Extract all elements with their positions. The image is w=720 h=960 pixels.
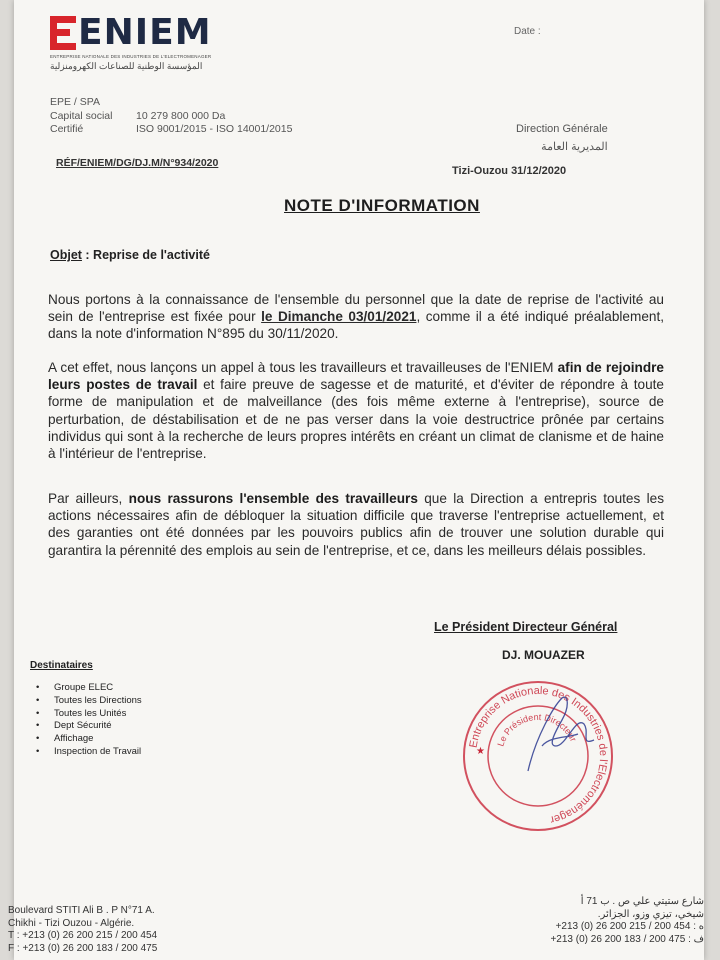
date-label: Date : [514, 26, 541, 37]
footer-address [8, 905, 157, 955]
footer-ar-line-2: شيخي، تيزي وزو، الجزائر. [597, 908, 704, 920]
logo-subtitle: ENTREPRISE NATIONALE DES INDUSTRIES DE L'ELECTROMENAGER [50, 54, 212, 59]
paragraph-2-emphasis: afin de rejoindre leurs postes de travail [48, 360, 664, 393]
footer-address-line-2: Chikhi - Tizi Ouzou - Algérie. [8, 917, 135, 929]
logo-arabic: المؤسسة الوطنية للصناعات الكهرومنزلية [50, 61, 203, 71]
company-logo [50, 12, 212, 72]
capital-label: Capital social [50, 109, 113, 122]
recipient-item: • Toutes les Unités [36, 707, 127, 719]
company-info [50, 96, 292, 137]
paragraph-1 [48, 291, 664, 343]
signatory-title: Le Président Directeur Général [434, 620, 618, 634]
paragraph-1-text: Nous portons à la connaissance de l'ensemble du personnel que la date de reprise de l'activité au sein de l'entreprise est fixée pour [48, 292, 664, 325]
recipient-item: • Inspection de Travail [36, 745, 142, 757]
paragraph-3-text: Par ailleurs, [48, 491, 129, 506]
recipient-item: • Groupe ELEC [36, 682, 114, 693]
place-date: Tizi-Ouzou 31/12/2020 [452, 165, 567, 177]
stamp-star: ★ [476, 746, 485, 757]
signatory-name: DJ. MOUAZER [502, 648, 585, 662]
stamp-outer-text: Entreprise Nationale des Industries de l'Electroménager [467, 684, 610, 826]
logo-text: ENIEM [78, 12, 212, 53]
subject-line [50, 248, 210, 262]
subject-text: : Reprise de l'activité [81, 248, 210, 262]
direction-label: Direction Générale [516, 123, 608, 135]
footer-ar-line-1: شارع ستيتي علي ص . ب 71 أ [580, 896, 704, 907]
paragraph-3-emphasis: nous rassurons l'ensemble des travailleurs [128, 491, 418, 506]
stamp-inner-text: Le Président Directeur [495, 711, 579, 748]
capital-value: 10 279 800 000 Da [136, 109, 226, 122]
footer-address-arabic [524, 896, 704, 946]
paragraph-3 [48, 490, 664, 559]
recipients-list [30, 682, 142, 759]
direction-block [516, 120, 608, 156]
footer-phone: T : +213 (0) 26 200 215 / 200 454 [8, 930, 158, 941]
paragraph-3-tail: que la Direction a entrepris toutes les actions nécessaires afin de débloquer la situation difficile que traverse l'entreprise actuellement, et des garanties ont été données par les pouvoirs publics afin de trouver une solution durable qui garantira la pérennité des emplois au sein de l'entreprise, et ce, dans les meilleurs délais possibles. [48, 491, 664, 558]
recipient-item: • Dept Sécurité [36, 720, 112, 732]
footer-fax: F : +213 (0) 26 200 183 / 200 475 [8, 942, 158, 954]
direction-arabic: المديرية العامة [541, 141, 608, 153]
recipient-item: • Affichage [36, 733, 94, 745]
official-stamp [458, 676, 618, 836]
paragraph-2 [48, 359, 664, 462]
paragraph-2-text: A cet effet, nous lançons un appel à tous les travailleurs et travailleuses de l'ENIEM [48, 360, 558, 375]
footer-ar-fax: +213 (0) 26 200 183 / 200 475 : ف [550, 933, 704, 945]
stamp-outer-ring [464, 682, 612, 830]
certified-label: Certifié [50, 123, 84, 135]
paragraph-2-tail: et faire preuve de sagesse et de maturité, et d'éviter de répondre à toute forme de manipulation et de malveillance (des fois même externe à l'entreprise), source de perturbation, de déstabilisation et de ne pas verser dans la voie destructrice prônée par certains individus qui sont à la recherche de leurs propres intérêts en créant un climat de clanisme et de haine à l'intérieur de l'entreprise. [48, 377, 664, 462]
certified-value: ISO 9001/2015 - ISO 14001/2015 [136, 123, 293, 135]
recipient-item: • Toutes les Directions [36, 694, 142, 706]
footer-address-line-1: Boulevard STITI Ali B . P N°71 A. [8, 905, 155, 916]
paragraph-1-tail: , comme il a été indiqué préalablement, dans la note d'information N°895 du 30/11/2020. [48, 309, 664, 342]
document-title: NOTE D'INFORMATION [284, 196, 480, 215]
logo-e-mark [50, 16, 76, 50]
document-page [8, 0, 704, 960]
recipients-heading: Destinataires [30, 660, 93, 671]
legal-form: EPE / SPA [50, 96, 100, 108]
subject-label: Objet [50, 248, 82, 262]
footer-ar-phone: +213 (0) 26 200 215 / 200 454 : ه [555, 921, 704, 932]
reference-number: RÉF/ENIEM/DG/DJ.M/N°934/2020 [56, 157, 219, 169]
resume-date: le Dimanche 03/01/2021 [261, 309, 417, 325]
